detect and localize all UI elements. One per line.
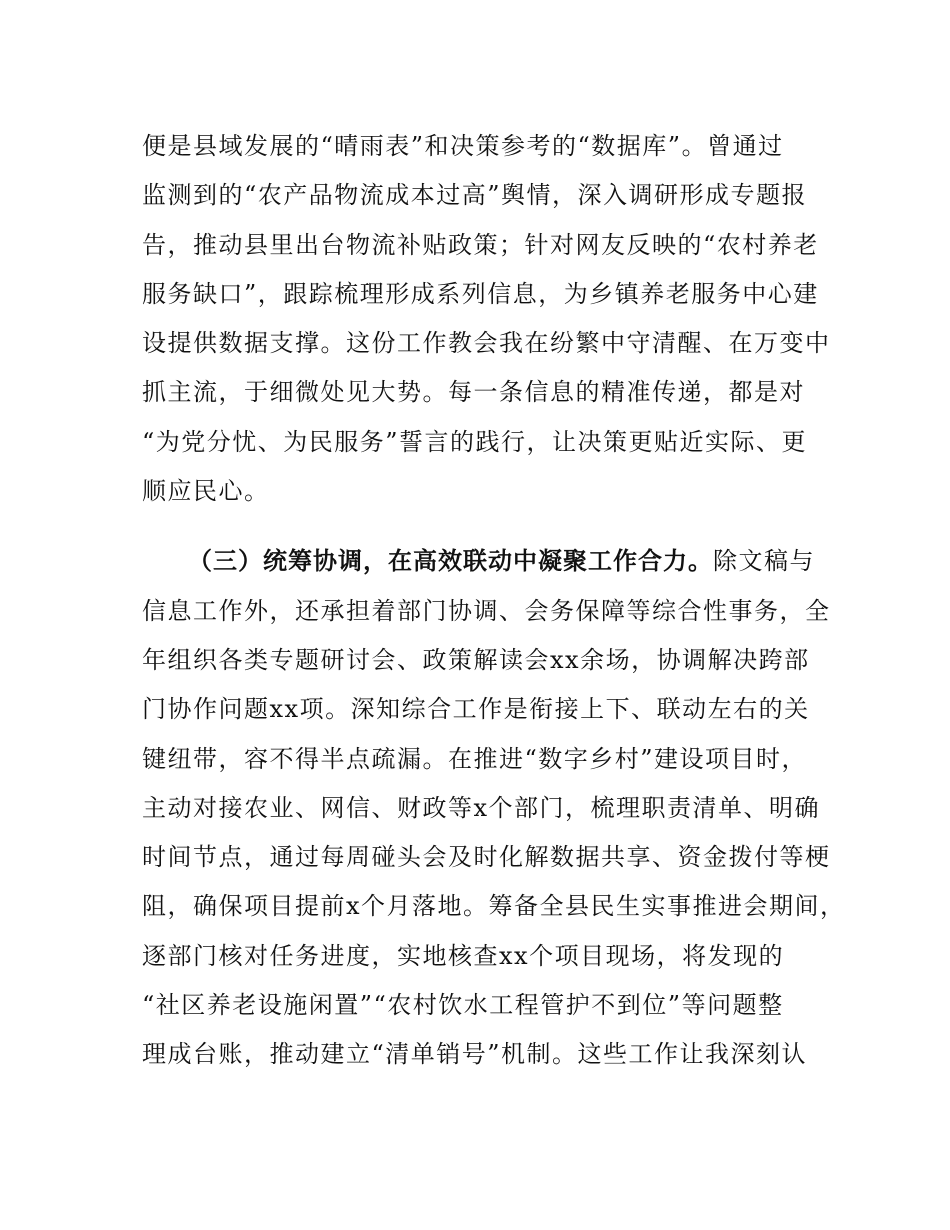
text-line: 键纽带，容不得半点疏漏。在推进“数字乡村”建设项目时，	[142, 744, 808, 773]
paragraph-2	[142, 537, 846, 1079]
document-body	[142, 122, 846, 1080]
text-line: 年组织各类专题研讨会、政策解读会xx余场，协调解决跨部	[142, 645, 810, 674]
text-line: 设提供数据支撑。这份工作教会我在纷繁中守清醒、在万变中	[142, 329, 831, 358]
text-line: 服务缺口”，跟踪梳理形成系列信息，为乡镇养老服务中心建	[142, 279, 819, 308]
text-line: 告，推动县里出台物流补贴政策；针对网友反映的“农村养老	[142, 230, 819, 259]
text-line: “社区养老设施闲置”“农村饮水工程管护不到位”等问题整	[142, 991, 784, 1020]
text-line: 阻，确保项目提前x个月落地。筹备全县民生实事推进会期间，	[142, 892, 846, 921]
text-line: 信息工作外，还承担着部门协调、会务保障等综合性事务，全	[142, 596, 831, 625]
text-line: 时间节点，通过每周碰头会及时化解数据共享、资金拨付等梗	[142, 843, 831, 872]
text-line: 主动对接农业、网信、财政等x个部门，梳理职责清单、明确	[142, 793, 821, 822]
text-line: 监测到的“农产品物流成本过高”舆情，深入调研形成专题报	[142, 181, 808, 210]
paragraph-1	[142, 122, 831, 516]
text-line: 抓主流，于细微处见大势。每一条信息的精准传递，都是对	[142, 378, 805, 407]
paragraph-2-first-line	[142, 537, 822, 586]
text-line: 顺应民心。	[142, 477, 270, 506]
paragraph-spacing	[142, 516, 822, 537]
text-line: “为党分忧、为民服务”誓言的践行，让决策更贴近实际、更	[142, 427, 808, 456]
text-line: 逐部门核对任务进度，实地核查xx个项目现场，将发现的	[142, 941, 785, 970]
text-line: 门协作问题xx项。深知综合工作是衔接上下、联动左右的关	[142, 695, 810, 724]
text-line: 便是县域发展的“晴雨表”和决策参考的“数据库”。曾通过	[142, 132, 784, 160]
text-line: 理成台账，推动建立“清单销号”机制。这些工作让我深刻认	[142, 1040, 808, 1069]
text-segment: 除文稿与	[713, 547, 815, 576]
section-heading: （三）统筹协调，在高效联动中凝聚工作合力。	[188, 547, 713, 576]
